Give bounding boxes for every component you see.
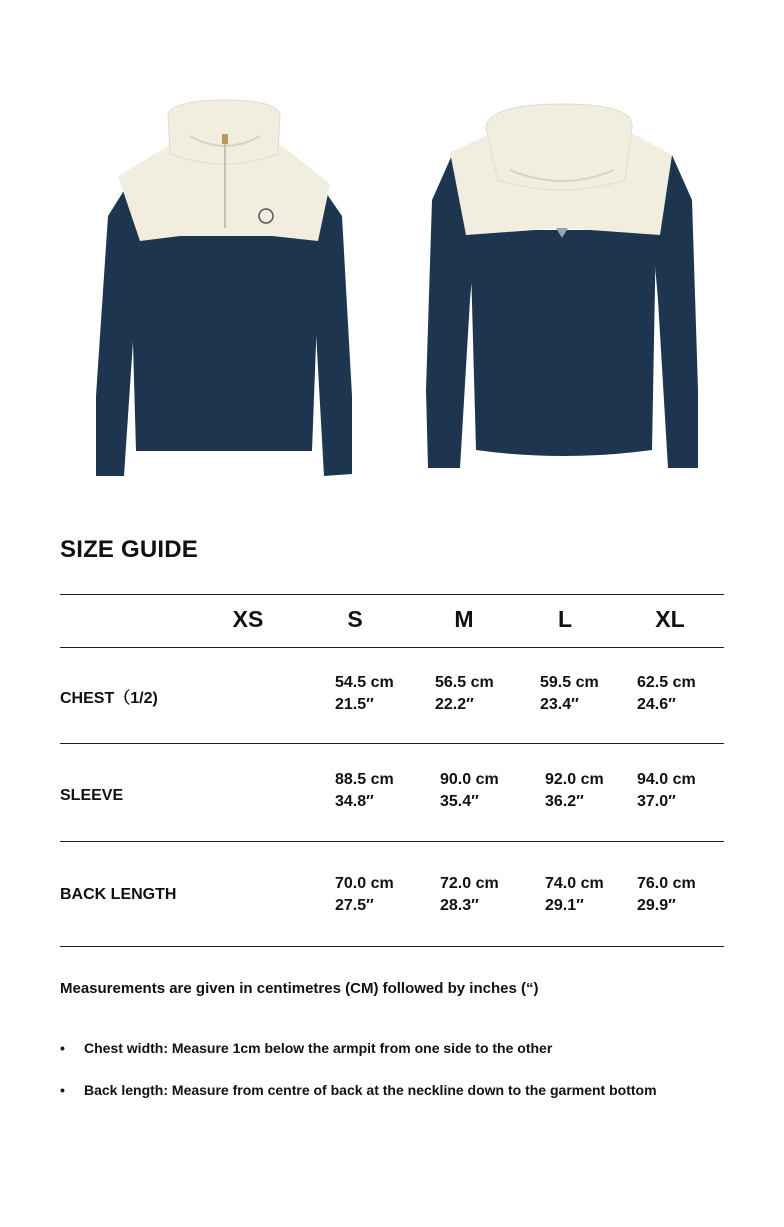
size-header-m: M (454, 606, 474, 632)
cell-back-s: 70.0 cm 27.5″ (335, 875, 394, 914)
bullet-icon: • (60, 1082, 65, 1098)
cell-back-m: 72.0 cm 28.3″ (440, 875, 499, 914)
measurement-note: Measurements are given in centimetres (CM) followed by inches (“) (60, 980, 539, 997)
cell-sleeve-l: 92.0 cm 36.2″ (545, 771, 604, 810)
row-label-sleeve: SLEEVE (60, 787, 124, 804)
size-header-l: L (557, 606, 573, 632)
row-rule (60, 743, 724, 744)
cell-sleeve-xl: 94.0 cm 37.0″ (637, 771, 696, 810)
page-title: SIZE GUIDE (60, 536, 199, 563)
bullet-item (60, 1040, 552, 1056)
row-label-chest: CHEST（1/2) (60, 690, 158, 707)
back-view-image (420, 100, 705, 480)
cell-chest-s: 54.5 cm 21.5″ (335, 674, 394, 713)
size-header-xs: XS (232, 606, 264, 632)
size-header-s: S (347, 606, 363, 632)
cell-chest-m: 56.5 cm 22.2″ (435, 674, 494, 713)
bullet-icon: • (60, 1040, 65, 1056)
row-label-back-length: BACK LENGTH (60, 886, 177, 903)
bullet-text: Back length: Measure from centre of back at the neckline down to the garment bottom (84, 1082, 657, 1098)
size-header-xl: XL (655, 606, 685, 632)
header-rule (60, 647, 724, 648)
bullet-text: Chest width: Measure 1cm below the armpit from one side to the other (84, 1040, 553, 1056)
cell-sleeve-m: 90.0 cm 35.4″ (440, 771, 499, 810)
cell-chest-xl: 62.5 cm 24.6″ (637, 674, 696, 713)
cell-back-xl: 76.0 cm 29.9″ (637, 875, 696, 914)
front-view-image (90, 96, 360, 486)
cell-sleeve-s: 88.5 cm 34.8″ (335, 771, 394, 810)
table-top-rule (60, 594, 724, 595)
cell-back-l: 74.0 cm 29.1″ (545, 875, 604, 914)
bullet-item (60, 1082, 657, 1098)
cell-chest-l: 59.5 cm 23.4″ (540, 674, 599, 713)
row-rule (60, 841, 724, 842)
product-images (0, 0, 784, 500)
table-bottom-rule (60, 946, 724, 947)
